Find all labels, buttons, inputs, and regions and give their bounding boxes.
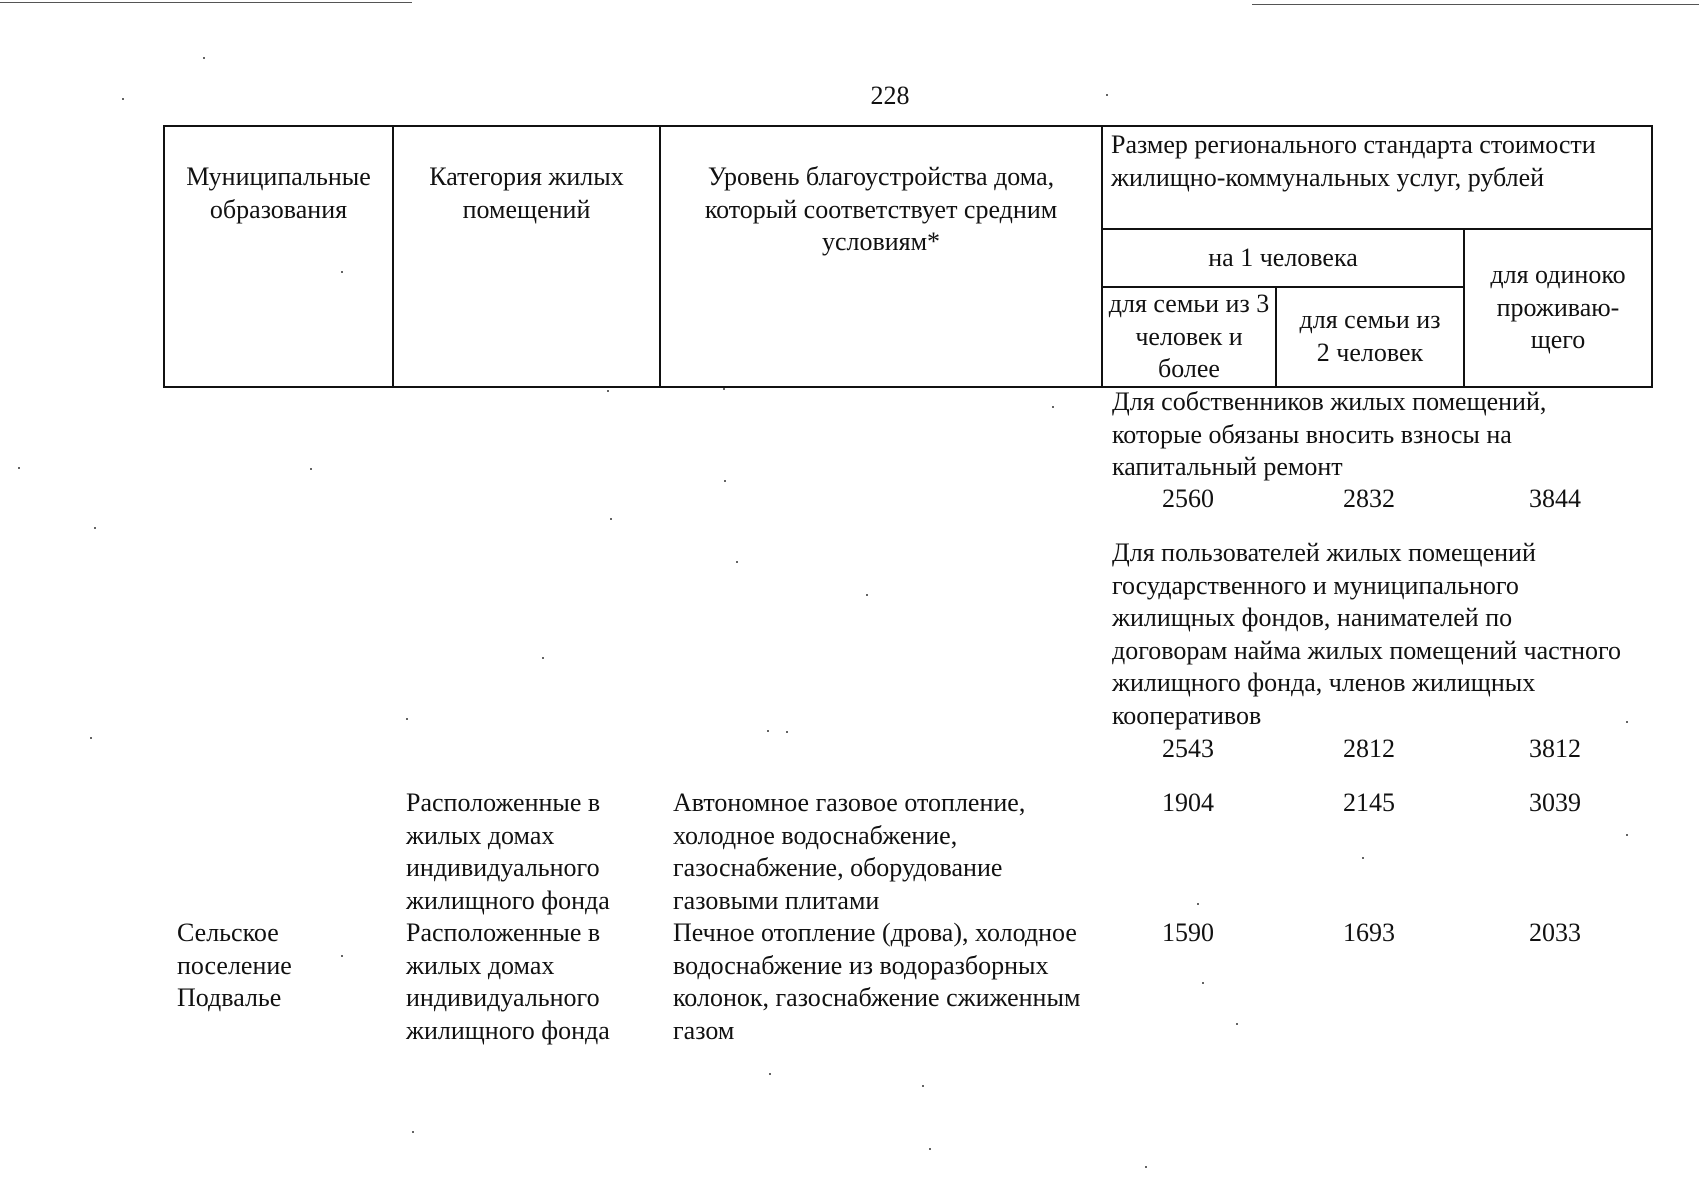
table-row-2-improvement: Печное отопление (дрова), холодное водоснабжение из водоразборных колонок, газоснабжение сжиженным газом [673, 918, 1081, 1045]
page-number: 228 [870, 81, 910, 110]
header-municipality-label: Муниципальные образования [186, 162, 371, 224]
scan-speck [1362, 857, 1364, 859]
scan-speck [1197, 903, 1199, 905]
scan-speck [1626, 834, 1628, 836]
owners-value-family2: 2832 [1343, 484, 1395, 513]
scan-speck [18, 467, 20, 469]
scan-speck [90, 737, 92, 739]
header-per-person [1102, 229, 1464, 287]
scan-speck [866, 594, 868, 596]
header-improvement-label: Уровень благоустройства дома, который соответствует средним условиям* [704, 162, 1058, 256]
header-standard [1102, 126, 1652, 229]
scan-top-rule-left [0, 2, 412, 3]
scan-speck [1236, 1023, 1238, 1025]
header-municipality [164, 126, 393, 387]
scan-speck [1106, 94, 1108, 96]
section-owners-label: Для собственников жилых помещений, которые обязаны вносить взносы на капитальный ремонт [1112, 387, 1547, 481]
owners-value-single: 3844 [1529, 484, 1581, 513]
scan-speck [203, 57, 205, 59]
scan-speck [1052, 406, 1054, 408]
row-1-value-single: 3039 [1529, 788, 1581, 817]
users-value-single: 3812 [1529, 734, 1581, 763]
header-family2 [1276, 287, 1464, 387]
scan-speck [767, 730, 769, 732]
row-2-value-family2: 1693 [1343, 918, 1395, 947]
scan-speck [769, 1073, 771, 1075]
scan-speck [94, 527, 96, 529]
header-single-label: для одиноко проживаю-щего [1490, 260, 1626, 354]
users-value-family2: 2812 [1343, 734, 1395, 763]
scan-speck [1202, 982, 1204, 984]
header-family2-label: для семьи из 2 человек [1299, 305, 1441, 367]
scan-speck [122, 98, 124, 100]
users-value-family3: 2543 [1162, 734, 1214, 763]
header-standard-label: Размер регионального стандарта стоимости жилищно-коммунальных услуг, рублей [1111, 130, 1596, 192]
header-per-person-label: на 1 человека [1208, 242, 1358, 272]
table-row-1-improvement: Автономное газовое отопление, холодное водоснабжение, газоснабжение, оборудование газовыми плитами [673, 788, 1026, 915]
scan-speck [723, 388, 725, 390]
table-row-2-category: Расположенные в жилых домах индивидуального жилищного фонда [406, 918, 610, 1045]
table-row-2-municipality: Сельское поселение Подвалье [177, 918, 292, 1012]
scan-speck [341, 955, 343, 957]
scan-speck [341, 271, 343, 273]
scan-speck [724, 480, 726, 482]
scan-speck [929, 1148, 931, 1150]
scan-speck [610, 518, 612, 520]
scan-speck [542, 657, 544, 659]
header-category-label: Категория жилых помещений [429, 162, 624, 224]
scan-speck [310, 468, 312, 470]
scan-speck [406, 718, 408, 720]
scan-speck [607, 390, 609, 392]
header-category [393, 126, 660, 387]
row-2-value-single: 2033 [1529, 918, 1581, 947]
section-users-label: Для пользователей жилых помещений государственного и муниципального жилищных фондов, нанимателей по договорам найма жилых помещений частного жилищного фонда, членов жилищных кооперативов [1112, 538, 1622, 730]
row-1-value-family2: 2145 [1343, 788, 1395, 817]
header-table [163, 125, 1653, 388]
header-family3-label: для семьи из 3 человек и более [1108, 289, 1270, 383]
row-2-value-family3: 1590 [1162, 918, 1214, 947]
header-family3 [1102, 287, 1276, 387]
owners-value-family3: 2560 [1162, 484, 1214, 513]
scan-speck [922, 1085, 924, 1087]
scan-speck [1626, 721, 1628, 723]
header-improvement [660, 126, 1102, 387]
scan-speck [412, 1131, 414, 1133]
header-single [1464, 229, 1652, 387]
scan-speck [1145, 1166, 1147, 1168]
scan-speck [736, 561, 738, 563]
scan-top-rule-right [1252, 4, 1699, 5]
scan-speck [786, 731, 788, 733]
row-1-value-family3: 1904 [1162, 788, 1214, 817]
table-row-1-category: Расположенные в жилых домах индивидуального жилищного фонда [406, 788, 610, 915]
